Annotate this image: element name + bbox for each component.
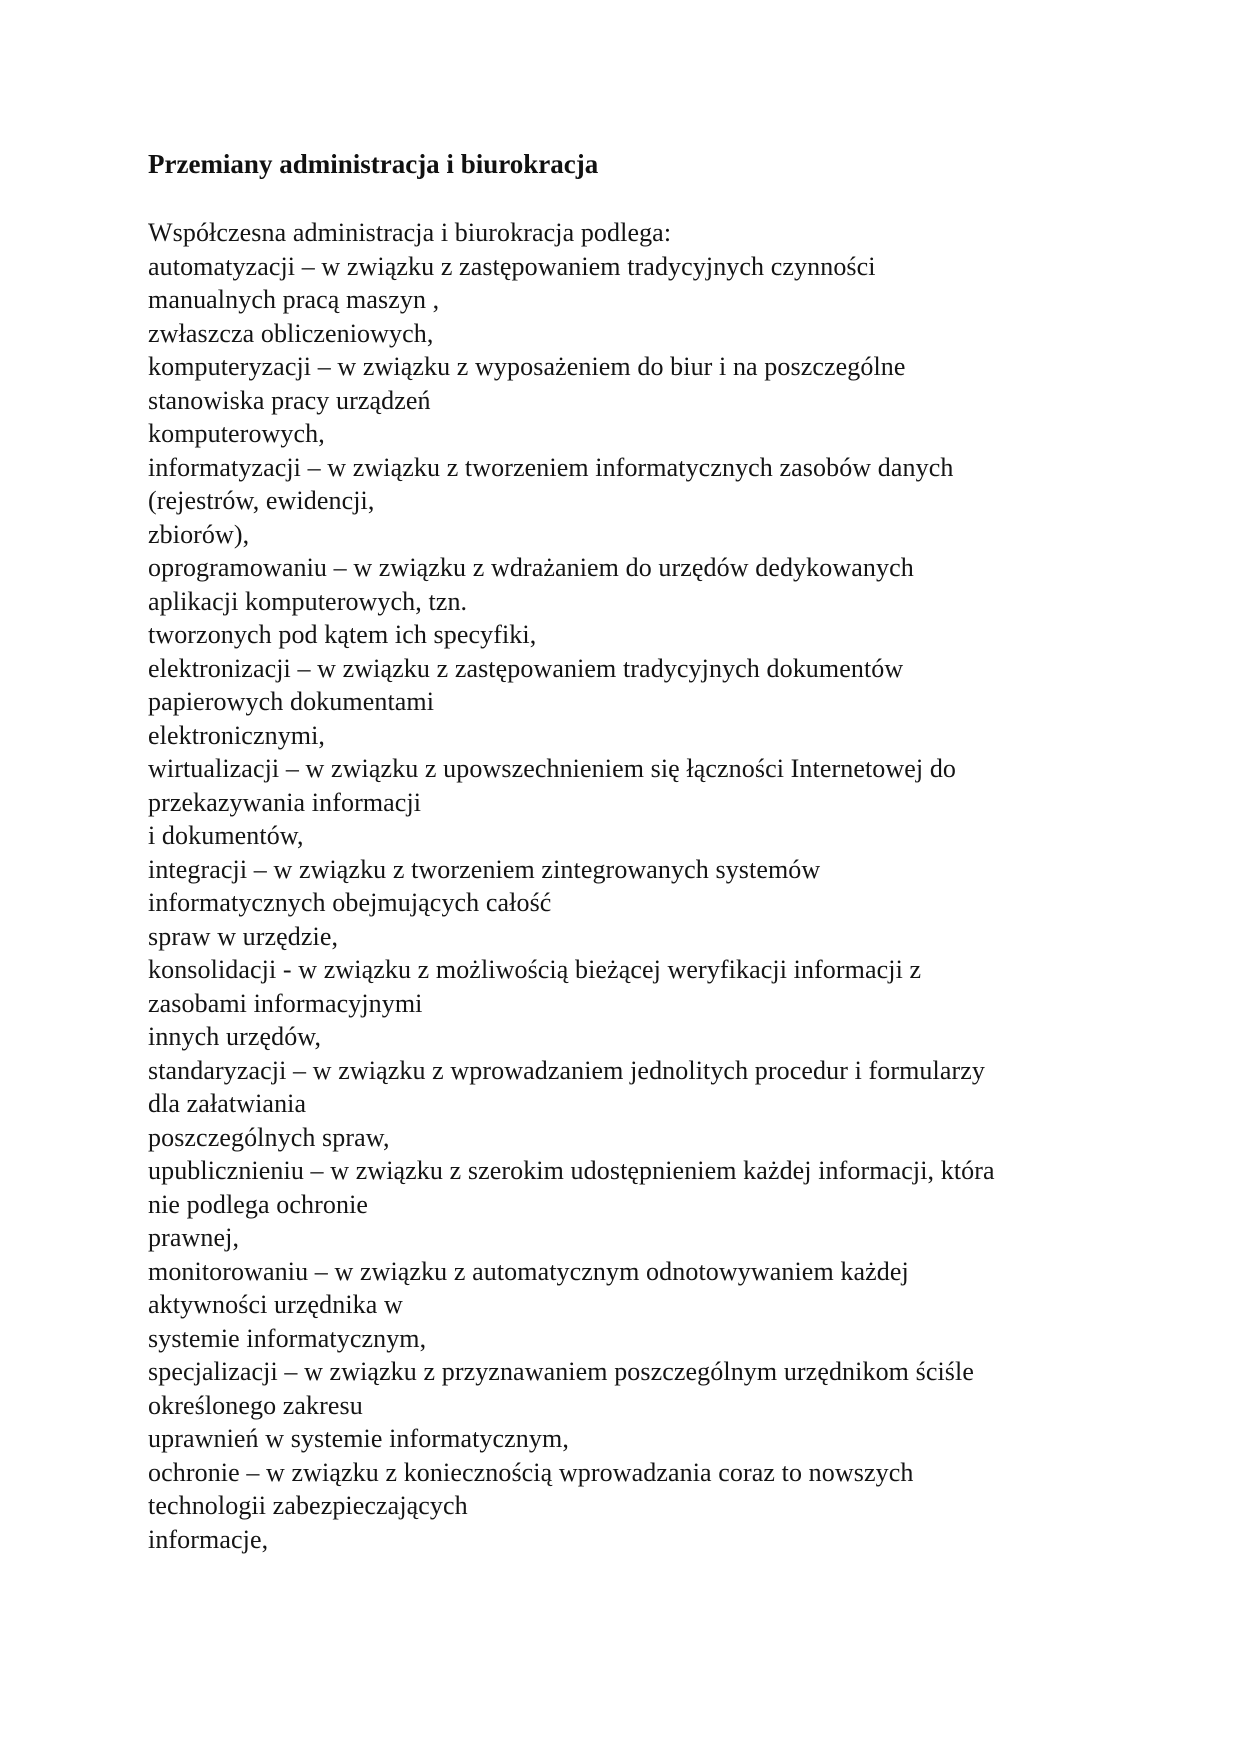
body-line: tworzonych pod kątem ich specyfiki, [148, 620, 537, 649]
body-line: określonego zakresu [148, 1390, 363, 1420]
body-line: monitorowaniu – w związku z automatycznym odnotowywaniem każdej [148, 1256, 909, 1286]
body-line: aplikacji komputerowych, tzn. [148, 586, 468, 616]
body-line: poszczególnych spraw, [148, 1122, 390, 1152]
body-line: zasobami informacyjnymi [148, 988, 423, 1018]
body-line: elektronizacji – w związku z zastępowaniem tradycyjnych dokumentów [148, 653, 904, 683]
body-line: informacje, [148, 1524, 269, 1554]
body-line: przekazywania informacji [148, 787, 422, 817]
document-title: Przemiany administracja i biurokracja [148, 149, 599, 179]
body-line: i dokumentów, [148, 821, 304, 850]
body-line: aktywności urzędnika w [148, 1290, 403, 1319]
body-line: zbiorów), [148, 519, 250, 549]
body-line: nie podlega ochronie [148, 1189, 369, 1219]
intro-line: Współczesna administracja i biurokracja podlega: [148, 218, 672, 247]
body-line: manualnych pracą maszyn , [148, 285, 440, 314]
body-line: technologii zabezpieczających [148, 1491, 468, 1520]
body-line: zwłaszcza obliczeniowych, [148, 318, 434, 348]
body-line: oprogramowaniu – w związku z wdrażaniem do urzędów dedykowanych [148, 553, 914, 582]
body-line: informatyzacji – w związku z tworzeniem informatycznych zasobów danych [148, 452, 954, 482]
body-line: innych urzędów, [148, 1022, 322, 1051]
body-line: automatyzacji – w związku z zastępowaniem tradycyjnych czynności [148, 251, 876, 281]
body-line: ochronie – w związku z koniecznością wprowadzania coraz to nowszych [148, 1457, 914, 1487]
body-line: prawnej, [148, 1223, 240, 1252]
body-line: systemie informatycznym, [148, 1323, 427, 1353]
body-line: uprawnień w systemie informatycznym, [148, 1424, 569, 1453]
body-line: upublicznieniu – w związku z szerokim udostępnieniem każdej informacji, która [148, 1156, 995, 1185]
body-line: komputerowych, [148, 419, 325, 448]
body-line: elektronicznymi, [148, 720, 326, 750]
body-line: stanowiska pracy urządzeń [148, 385, 431, 415]
body-line: integracji – w związku z tworzeniem zintegrowanych systemów [148, 854, 821, 884]
body-line: specjalizacji – w związku z przyznawaniem poszczególnym urzędnikom ściśle [148, 1357, 974, 1386]
body-line: komputeryzacji – w związku z wyposażeniem do biur i na poszczególne [148, 352, 906, 381]
body-line: dla załatwiania [148, 1089, 307, 1118]
body-line: konsolidacji - w związku z możliwością bieżącej weryfikacji informacji z [148, 955, 922, 984]
body-line: spraw w urzędzie, [148, 921, 339, 951]
body-line: standaryzacji – w związku z wprowadzaniem jednolitych procedur i formularzy [148, 1055, 985, 1085]
body-line: wirtualizacji – w związku z upowszechnieniem się łączności Internetowej do [148, 754, 957, 783]
body-line: informatycznych obejmujących całość [148, 888, 552, 917]
body-line: papierowych dokumentami [148, 687, 435, 716]
document-body [148, 216, 1148, 1556]
body-line: (rejestrów, ewidencji, [148, 486, 375, 515]
